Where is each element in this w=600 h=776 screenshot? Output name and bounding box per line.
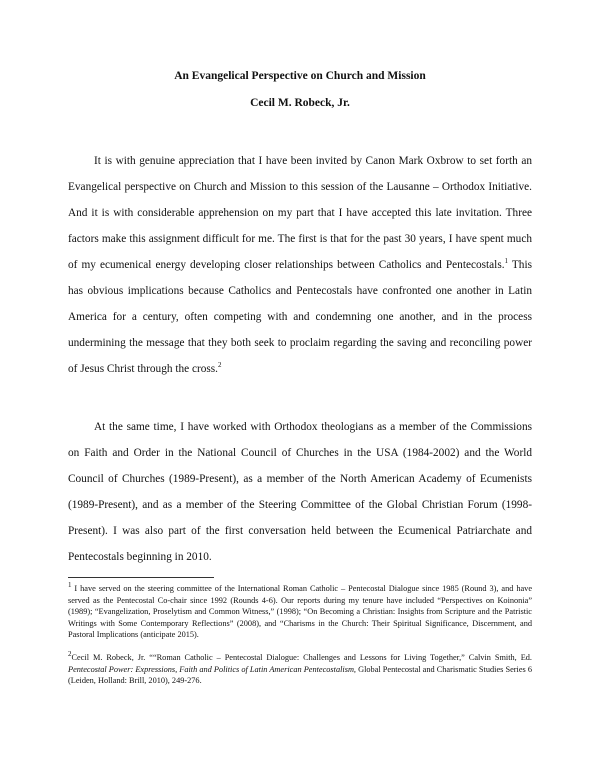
footnote-separator <box>68 577 214 578</box>
footnote-ref-2[interactable]: 2 <box>218 361 222 370</box>
footnote-2-text-b: Global Pentecostal and Charismatic Studies Series 6 (Leiden, Holland: Brill, 2010), 249-276. <box>68 664 532 685</box>
paragraph-2-text: At the same time, I have worked with Orthodox theologians as a member of the Commissions on Faith and Order in the National Council of Churches in the USA (1984-2002) and the World Council of Churches (1989-Present), as a member of the North American Academy of Ecumenists (1989-Present), and as a member of the Steering Committee of the Global Christian Forum (1998-Present). I was also part of the first conversation held between the Ecumenical Patriarchate and Pentecostals beginning in 2010. <box>68 421 532 563</box>
body-paragraph-2 <box>68 414 532 570</box>
author-name: Cecil M. Robeck, Jr. <box>250 97 350 109</box>
footnote-2 <box>68 652 532 687</box>
document-title: An Evangelical Perspective on Church and Mission <box>174 70 426 82</box>
body-paragraph-1 <box>68 148 532 382</box>
paragraph-1-text-a: It is with genuine appreciation that I have been invited by Canon Mark Oxbrow to set forth an Evangelical perspective on Church and Mission to this session of the Lausanne – Orthodox Initiative. And it is with considerable apprehension on my part that I have accepted this late invitation. Three factors make this assignment difficult for me. The first is that for the past 30 years, I have spent much of my ecumenical energy developing closer relationships between Catholics and Pentecostals. <box>68 155 532 271</box>
footnote-ref-1[interactable]: 1 <box>504 257 509 266</box>
footnote-2-marker: 2 <box>68 650 72 659</box>
footnote-1 <box>68 583 532 641</box>
footnote-2-text-a: Cecil M. Robeck, Jr. ““Roman Catholic – Pentecostal Dialogue: Challenges and Lessons for Living Together,” Calvin Smith, Ed. <box>71 653 532 662</box>
footnote-2-book-title: Pentecostal Power: Expressions, Faith and Politics of Latin American Pentecostalism, <box>68 664 357 674</box>
footnote-1-marker: 1 <box>68 581 72 590</box>
footnote-1-text: I have served on the steering committee of the International Roman Catholic – Pentecostal Dialogue since 1985 (Round 3), and have served as the Pentecostal Co-chair since 1992 (Rounds 4-6). Our reports during my tenure have included “Perspectives on Koinonia” (1989); “Evangelization, Proselytism and Common Witness,” (1998); “On Becoming a Christian: Insights from Scripture and the Patristic Writings with Some Contemporary Reflections” (2008), and “Charisms in the Church: Their Spiritual Significance, Discernment, and Pastoral Implications (anticipate 2015). <box>68 584 532 639</box>
paragraph-1-text-b: This has obvious implications because Catholics and Pentecostals have confronted one another in Latin America for a century, often competing with and condemning one another, and in the process undermining the message that they both seek to proclaim regarding the saving and reconciling power of Jesus Christ through the cross. <box>68 259 532 375</box>
